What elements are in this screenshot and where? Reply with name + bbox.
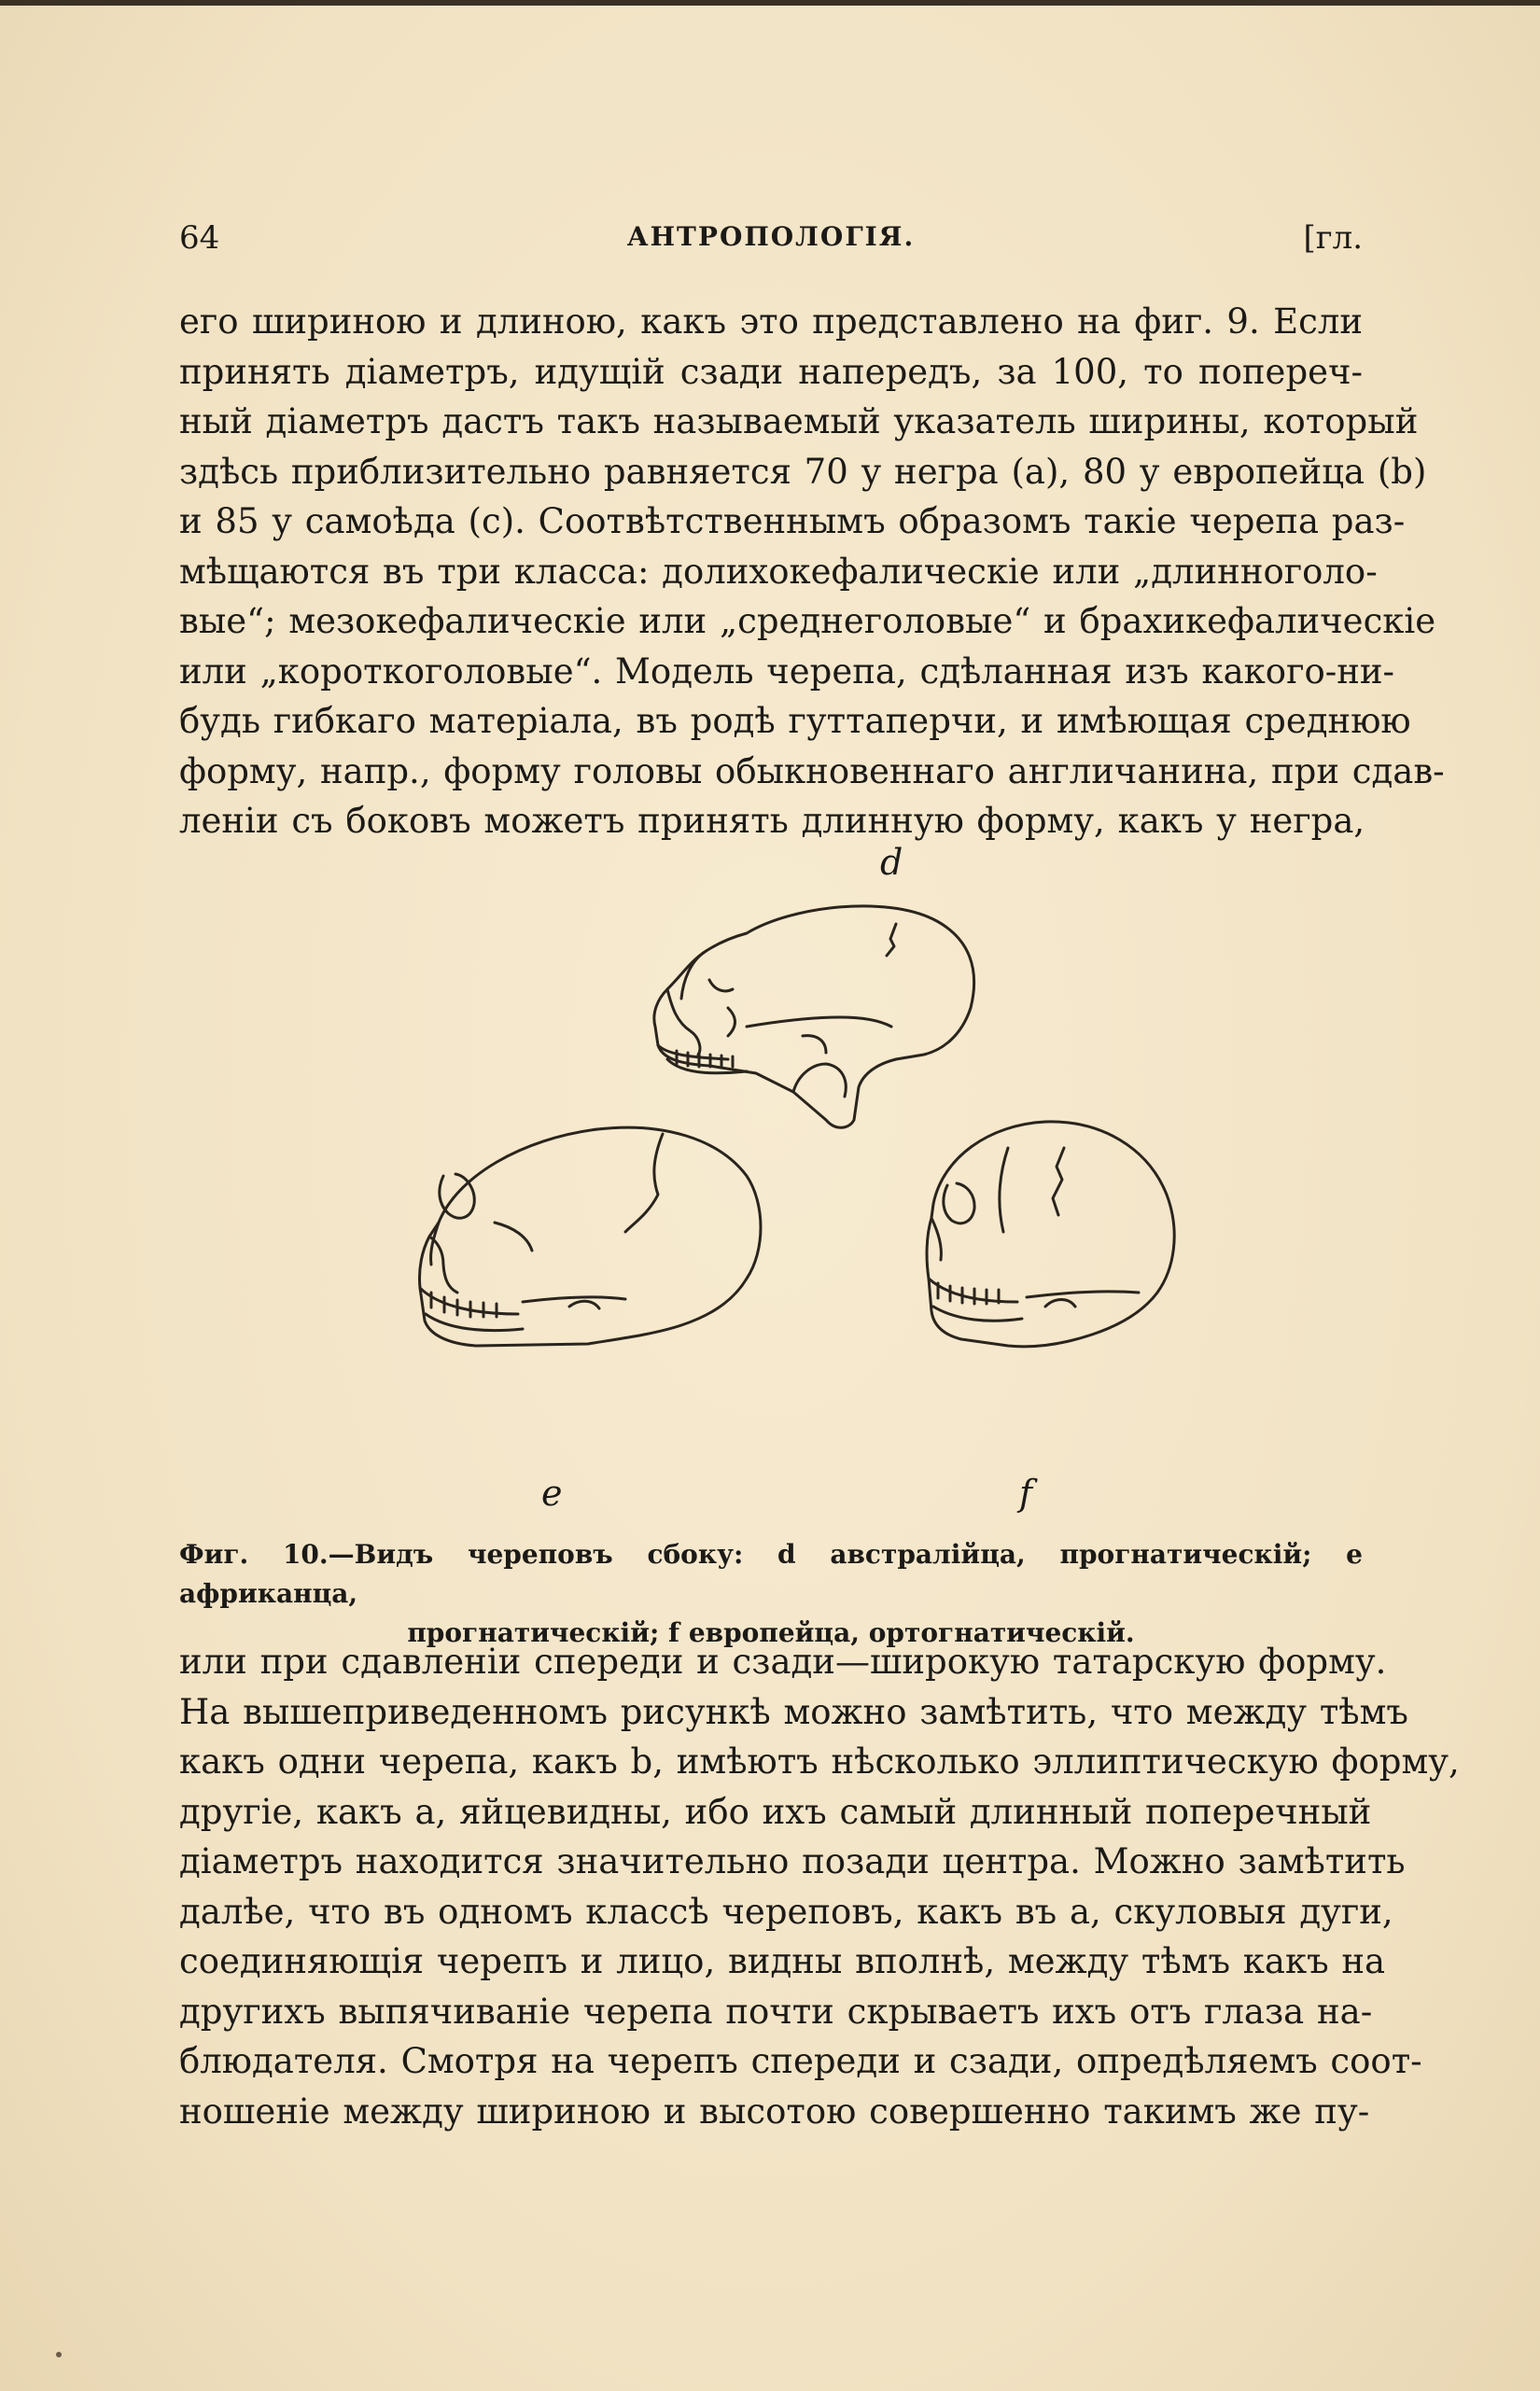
text-line: блюдателя. Смотря на черепъ спереди и сзади, опредѣляемъ соот-	[179, 2041, 1422, 2081]
figure-label-e: e	[541, 1473, 563, 1514]
skull-f-drawing	[927, 1122, 1174, 1347]
page-speck	[56, 2352, 62, 2357]
figure-caption	[179, 1535, 1363, 1653]
running-header	[179, 219, 1363, 266]
text-line: На вышеприведенномъ рисункѣ можно замѣтить, что между тѣмъ	[179, 1691, 1408, 1732]
caption-line: Фиг. 10.—Видъ череповъ сбоку: d австралійца, прогнатическій; e африканца,	[179, 1539, 1363, 1609]
text-line: будь гибкаго матеріала, въ родѣ гуттаперчи, и имѣющая среднюю	[179, 701, 1411, 741]
text-line: вые“; мезокефалическіе или „среднеголовые“ и брахикефалическіе	[179, 601, 1436, 641]
figure-label-f: f	[1019, 1473, 1033, 1514]
text-line: его шириною и длиною, какъ это представлено на фиг. 9. Если	[179, 301, 1363, 342]
page-number: 64	[179, 219, 220, 257]
text-line: или „короткоголовые“. Модель черепа, сдѣланная изъ какого-ни-	[179, 650, 1395, 692]
text-line: и 85 у самоѣда (c). Соотвѣтственнымъ образомъ такіе черепа раз-	[179, 501, 1406, 541]
text-line: ношеніе между шириною и высотою совершенно такимъ же пу-	[179, 2090, 1370, 2132]
page-top-edge	[0, 0, 1540, 6]
text-line: другіе, какъ a, яйцевидны, ибо ихъ самый длинный поперечный	[179, 1791, 1372, 1832]
paragraph-2	[179, 1637, 1460, 2136]
text-line: другихъ выпячиваніе черепа почти скрываетъ ихъ отъ глаза на-	[179, 1991, 1373, 2032]
paragraph-1	[179, 297, 1445, 846]
text-line: діаметръ находится значительно позади центра. Можно замѣтить	[179, 1841, 1406, 1881]
text-line: соединяющія черепъ и лицо, видны вполнѣ, между тѣмъ какъ на	[179, 1941, 1386, 1981]
figure-label-d: d	[880, 842, 903, 883]
skull-d-drawing	[654, 906, 974, 1127]
text-line: принять діаметръ, идущій сзади напередъ, за 100, то попереч-	[179, 351, 1363, 392]
text-line: далѣе, что въ одномъ классѣ череповъ, какъ въ a, скуловыя дуги,	[179, 1891, 1393, 1932]
running-title: АНТРОПОЛОГІЯ.	[626, 221, 916, 252]
skull-e-drawing	[419, 1127, 761, 1346]
text-line: какъ одни черепа, какъ b, имѣютъ нѣсколько эллиптическую форму,	[179, 1741, 1460, 1782]
text-line: здѣсь приблизительно равняется 70 у негра (a), 80 у европейца (b)	[179, 451, 1427, 492]
text-line: или при сдавленіи спереди и сзади—широкую татарскую форму.	[179, 1642, 1387, 1682]
skull-illustrations	[355, 868, 1391, 1521]
text-line: форму, напр., форму головы обыкновеннаго англичанина, при сдав-	[179, 750, 1445, 791]
caption-line: прогнатическій; f европейца, ортогнатическій.	[407, 1617, 1135, 1648]
text-line: леніи съ боковъ можетъ принять длинную форму, какъ у негра,	[179, 801, 1365, 841]
figure-skulls	[355, 842, 1391, 1521]
chapter-marker: [гл.	[1303, 219, 1363, 257]
text-line: мѣщаются въ три класса: долихокефалическіе или „длинноголо-	[179, 551, 1378, 592]
text-line: ный діаметръ дастъ такъ называемый указатель ширины, который	[179, 401, 1419, 441]
